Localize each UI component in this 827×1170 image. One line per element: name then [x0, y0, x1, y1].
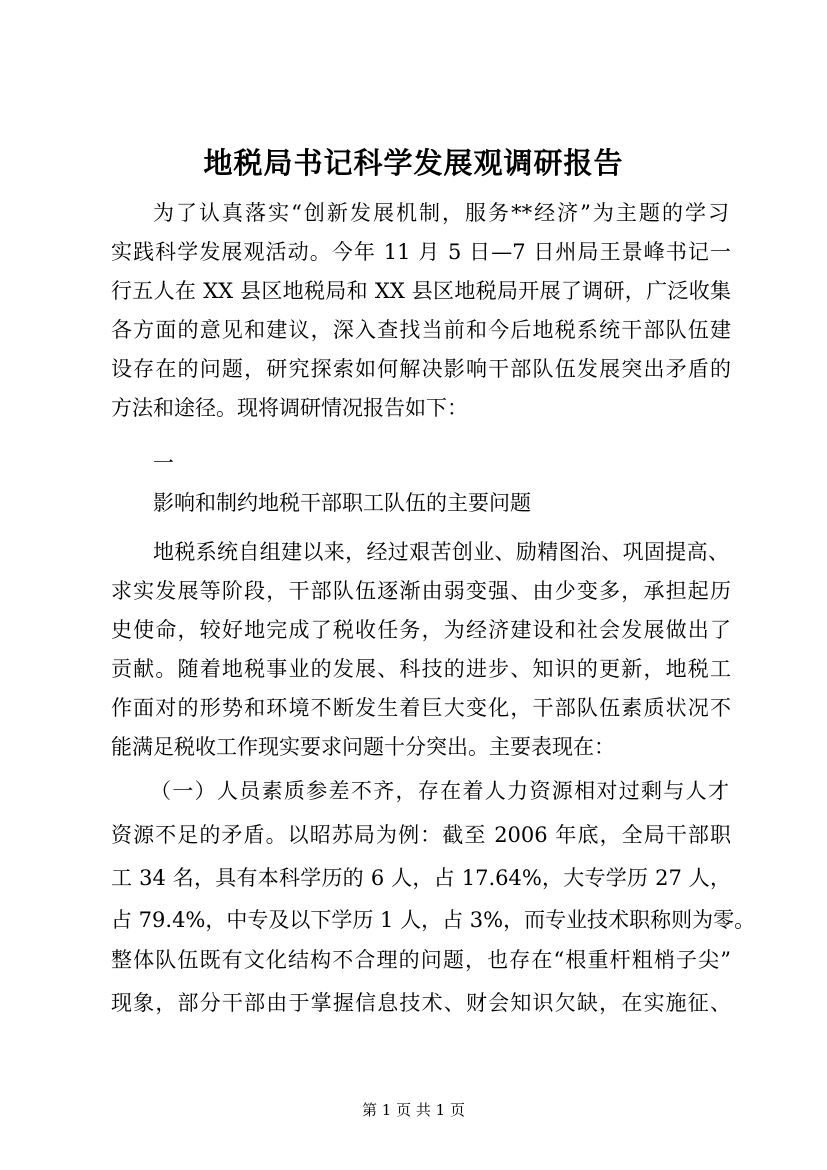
body-line-2: 实践科学发展观活动。今年 11 月 5 日—7 日州局王景峰书记一 — [111, 240, 731, 264]
body-line-9: 地税系统自组建以来，经过艰苦创业、励精图治、巩固提高、 — [153, 540, 729, 564]
body-line-18: 占 79.4%，中专及以下学历 1 人，占 3%，而专业技术职称则为零。 — [111, 908, 756, 932]
body-line-4: 各方面的意见和建议，深入查找当前和今后地税系统干部队伍建 — [111, 318, 731, 342]
body-line-17: 工 34 名，具有本科学历的 6 人，占 17.64%，大专学历 27 人， — [111, 866, 731, 890]
section-number: 一 — [153, 451, 174, 475]
page-footer: 第 1 页 共 1 页 — [362, 1101, 465, 1119]
body-line-13: 作面对的形势和环境不断发生着巨大变化，干部队伍素质状况不 — [111, 696, 731, 720]
body-line-11: 史使命，较好地完成了税收任务，为经济建设和社会发展做出了 — [111, 618, 731, 642]
body-line-12: 贡献。随着地税事业的发展、科技的进步、知识的更新，地税工 — [111, 657, 731, 681]
body-line-16: 资源不足的矛盾。以昭苏局为例：截至 2006 年底，全局干部职 — [111, 823, 731, 847]
body-line-20: 现象，部分干部由于掌握信息技术、财会知识欠缺，在实施征、 — [111, 991, 731, 1015]
body-line-3: 行五人在 XX 县区地税局和 XX 县区地税局开展了调研，广泛收集 — [111, 279, 731, 303]
document-title: 地税局书记科学发展观调研报告 — [203, 146, 624, 180]
body-line-19: 整体队伍既有文化结构不合理的问题，也存在“根重杆粗梢子尖” — [111, 948, 731, 972]
section-heading: 影响和制约地税干部职工队伍的主要问题 — [153, 491, 531, 515]
body-line-14: 能满足税收工作现实要求问题十分突出。主要表现在： — [111, 735, 615, 759]
body-line-15: （一）人员素质参差不齐，存在着人力资源相对过剩与人才 — [150, 779, 729, 803]
body-line-10: 求实发展等阶段，干部队伍逐渐由弱变强、由少变多，承担起历 — [111, 579, 731, 603]
body-line-5: 设存在的问题，研究探索如何解决影响干部队伍发展突出矛盾的 — [111, 357, 731, 381]
body-line-1: 为了认真落实“创新发展机制，服务**经济”为主题的学习 — [153, 201, 729, 225]
body-line-6: 方法和途径。现将调研情况报告如下： — [111, 396, 468, 420]
